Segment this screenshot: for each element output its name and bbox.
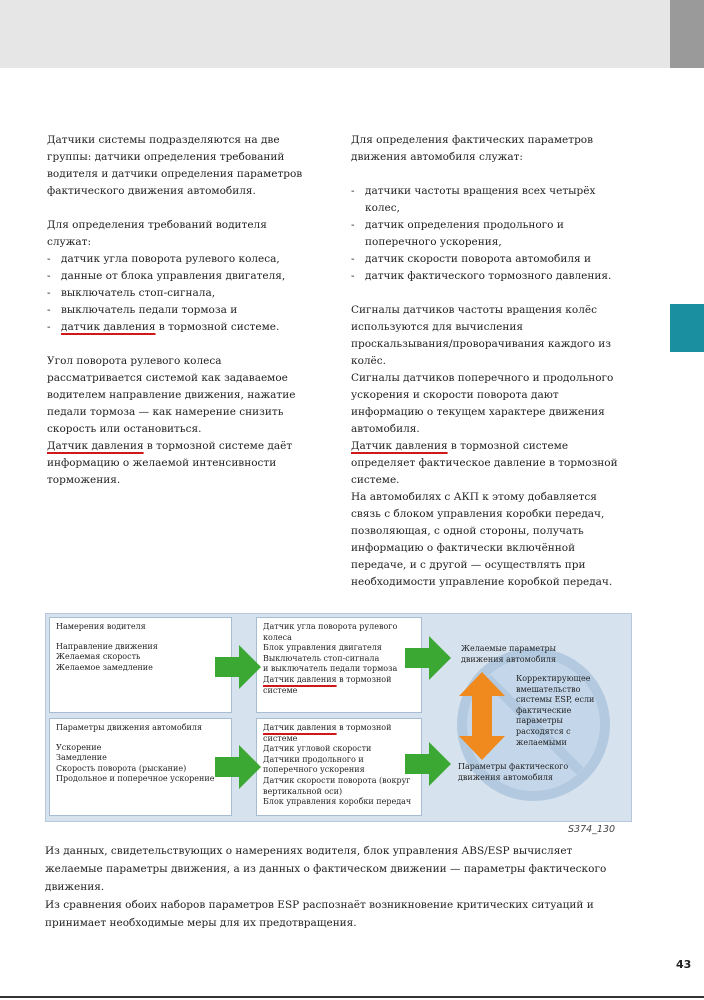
- correction-label: Корректирующее вмешательство системы ESP, если фактические параметры расходятся с желаемыми: [516, 674, 595, 747]
- actual-params-label: Параметры фактического движения автомобиля: [458, 762, 569, 782]
- highlighted-term: датчик давления: [61, 321, 156, 333]
- bottom-rule: [0, 996, 704, 998]
- box-title: Параметры движения автомобиля: [56, 723, 202, 732]
- highlighted-term: Датчик давления: [263, 674, 337, 684]
- chapter-marker: [670, 304, 704, 352]
- arrow-right-icon: [215, 645, 261, 689]
- vehicle-sensors-box: Датчик давления в тормозной системе Датчик угловой скорости Датчики продольного и поперечного ускорения Датчик скорости поворота (вокруг вертикальной оси) Блок управления коробки передач: [256, 718, 422, 816]
- box-title: Намерения водителя: [56, 622, 146, 631]
- left-column: [47, 132, 307, 489]
- driver-requirements-list: [47, 251, 307, 336]
- side-tab-top: [670, 0, 704, 68]
- acceleration-paragraph: Сигналы датчиков поперечного и продольного ускорения и скорости поворота дают информацию о текущем характере движения автомобиля.: [351, 372, 614, 435]
- arrow-right-icon: [215, 745, 261, 789]
- desired-params-label: Желаемые параметры движения автомобиля: [461, 644, 557, 664]
- highlighted-term: Датчик давления: [351, 440, 448, 452]
- intro-paragraph: Датчики системы подразделяются на две группы: датчики определения требований водителя и датчики определения параметров фактического движения автомобиля.: [47, 134, 303, 197]
- figure-caption: S374_130: [568, 824, 616, 835]
- list-item: - датчик фактического тормозного давления.: [351, 268, 621, 285]
- paragraph: Из данных, свидетельствующих о намерениях водителя, блок управления ABS/ESP вычисляет желаемые параметры движения, а из данных о фактическом движении — параметры фактического движения.: [45, 845, 607, 893]
- double-arrow-vertical-icon: [459, 672, 505, 760]
- bottom-text: [45, 842, 630, 932]
- header-band: [0, 0, 670, 68]
- pressure-paragraph: Датчик давления в тормозной системе определяет фактическое давление в тормозной системе.: [351, 440, 618, 486]
- wheel-speed-paragraph: Сигналы датчиков частоты вращения колёс используются для вычисления проскальзывания/проворачивания каждого из колёс.: [351, 304, 612, 367]
- page-number: 43: [676, 958, 692, 971]
- driver-sensors-box: Датчик угла поворота рулевого колеса Блок управления двигателя Выключатель стоп-сигнала и выключатель педали тормоза Датчик давления в тормозной системе: [256, 617, 422, 713]
- list-item: - данные от блока управления двигателя,: [47, 268, 307, 285]
- list-item: - выключатель стоп-сигнала,: [47, 285, 307, 302]
- list-item: - датчик давления в тормозной системе.: [47, 319, 307, 336]
- list-item: - датчик скорости поворота автомобиля и: [351, 251, 621, 268]
- arrow-right-icon: [405, 636, 451, 680]
- arrow-right-icon: [405, 742, 451, 786]
- vehicle-params-box: Параметры движения автомобиля Ускорение Замедление Скорость поворота (рыскание) Продольное и поперечное ускорение: [49, 718, 232, 816]
- gearbox-paragraph: На автомобилях с АКП к этому добавляется связь с блоком управления коробки передач, позволяющая, с одной стороны, получать информацию о фактически включённой передаче, и с другой — осуществлять при необходимости управление коробкой передач.: [351, 491, 613, 588]
- actual-params-heading: Для определения фактических параметров движения автомобиля служат:: [351, 134, 594, 163]
- pressure-paragraph: Датчик давления в тормозной системе даёт информацию о желаемой интенсивности торможения.: [47, 440, 293, 486]
- list-item: - датчик определения продольного и поперечного ускорения,: [351, 217, 621, 251]
- paragraph: Из сравнения обоих наборов параметров ESP распознаёт возникновение критических ситуаций и принимает необходимые меры для их предотвращения.: [45, 899, 594, 929]
- actual-params-list: [351, 183, 621, 285]
- right-column: [351, 132, 621, 591]
- list-item: - выключатель педали тормоза и: [47, 302, 307, 319]
- list-item: - датчики частоты вращения всех четырёх колес,: [351, 183, 621, 217]
- list-item: - датчик угла поворота рулевого колеса,: [47, 251, 307, 268]
- steering-paragraph: Угол поворота рулевого колеса рассматривается системой как задаваемое водителем направление движения, нажатие педали тормоза — как намерение снизить скорость или остановиться.: [47, 355, 296, 435]
- highlighted-term: Датчик давления: [263, 723, 337, 732]
- highlighted-term: Датчик давления: [47, 440, 144, 452]
- driver-intent-box: Намерения водителя Направление движения Желаемая скорость Желаемое замедление: [49, 617, 232, 713]
- driver-requirements-heading: Для определения требований водителя служат:: [47, 219, 267, 248]
